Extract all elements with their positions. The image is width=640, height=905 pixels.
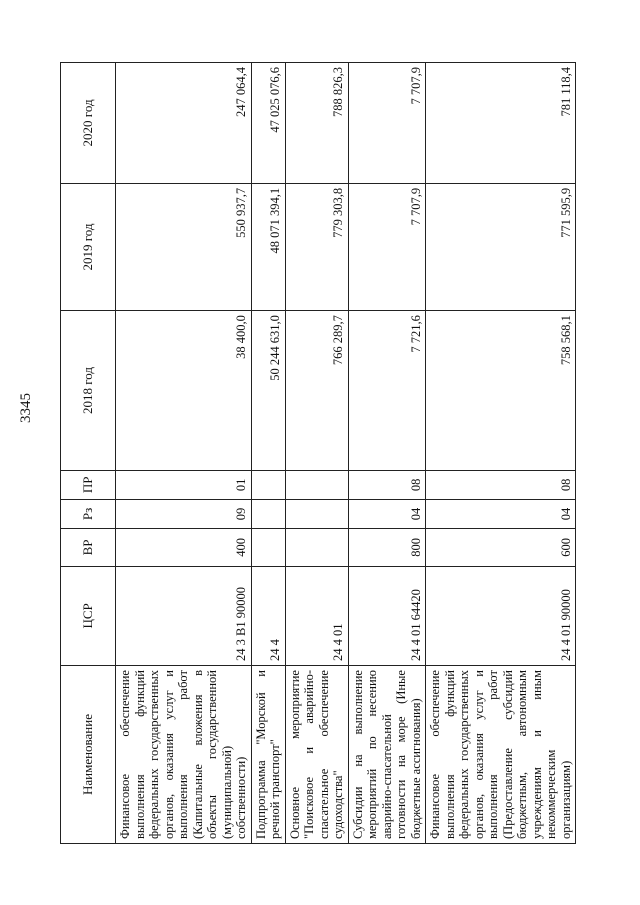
row-name: Финансовое обеспечение выполнения функций федеральных государственных органов, оказания услуг и выполнения работ (Капитальные вложения в объекты государственной (муниципальной) собственности) [116, 666, 252, 844]
header-2018: 2018 год [61, 311, 116, 471]
row-pr [251, 470, 285, 499]
row-vr: 600 [426, 529, 576, 567]
row-2018: 758 568,1 [426, 311, 576, 471]
row-2020: 788 826,3 [285, 63, 348, 184]
table-row [251, 63, 285, 844]
table-row [348, 63, 426, 844]
row-rz [285, 499, 348, 528]
row-name: Субсидии на выполнение мероприятий по несению аварийно-спасательной готовности на море (Иные бюджетные ассигнования) [348, 666, 426, 844]
row-2018: 766 289,7 [285, 311, 348, 471]
row-pr: 08 [426, 470, 576, 499]
row-csr: 24 4 01 90000 [426, 566, 576, 665]
page-number: 3345 [18, 393, 34, 423]
row-rz [251, 499, 285, 528]
row-csr: 24 4 01 [285, 566, 348, 665]
row-csr: 24 4 01 64420 [348, 566, 426, 665]
row-2019: 7 707,9 [348, 183, 426, 310]
row-vr: 800 [348, 529, 426, 567]
row-2019: 779 303,8 [285, 183, 348, 310]
table-header-row [61, 63, 116, 844]
row-vr [285, 529, 348, 567]
row-pr [285, 470, 348, 499]
header-rz: Рз [61, 499, 116, 528]
row-pr: 08 [348, 470, 426, 499]
budget-table-container [60, 62, 608, 844]
row-2020: 7 707,9 [348, 63, 426, 184]
budget-table [60, 62, 576, 844]
row-2018: 38 400,0 [116, 311, 252, 471]
header-2019: 2019 год [61, 183, 116, 310]
header-vr: ВР [61, 529, 116, 567]
header-pr: ПР [61, 470, 116, 499]
header-csr: ЦСР [61, 566, 116, 665]
row-2020: 247 064,4 [116, 63, 252, 184]
row-csr: 24 3 B1 90000 [116, 566, 252, 665]
row-2018: 7 721,6 [348, 311, 426, 471]
row-rz: 04 [426, 499, 576, 528]
row-2019: 550 937,7 [116, 183, 252, 310]
row-name: Финансовое обеспечение выполнения функций федеральных государственных органов, оказания услуг и выполнения работ (Предоставление субсидий бюджетным, автономным учреждениям и иным некоммерческим организациям) [426, 666, 576, 844]
row-2019: 771 595,9 [426, 183, 576, 310]
table-row [426, 63, 576, 844]
header-name: Наименование [61, 666, 116, 844]
header-2020: 2020 год [61, 63, 116, 184]
row-2019: 48 071 394,1 [251, 183, 285, 310]
row-csr: 24 4 [251, 566, 285, 665]
row-2020: 47 025 076,6 [251, 63, 285, 184]
table-row [116, 63, 252, 844]
row-rz: 09 [116, 499, 252, 528]
row-2018: 50 244 631,0 [251, 311, 285, 471]
row-2020: 781 118,4 [426, 63, 576, 184]
row-rz: 04 [348, 499, 426, 528]
row-name: Основное мероприятие "Поисковое и аварийно-спасательное обеспечение судоходства" [285, 666, 348, 844]
row-pr: 01 [116, 470, 252, 499]
table-row [285, 63, 348, 844]
row-name: Подпрограмма "Морской и речной транспорт" [251, 666, 285, 844]
row-vr [251, 529, 285, 567]
row-vr: 400 [116, 529, 252, 567]
